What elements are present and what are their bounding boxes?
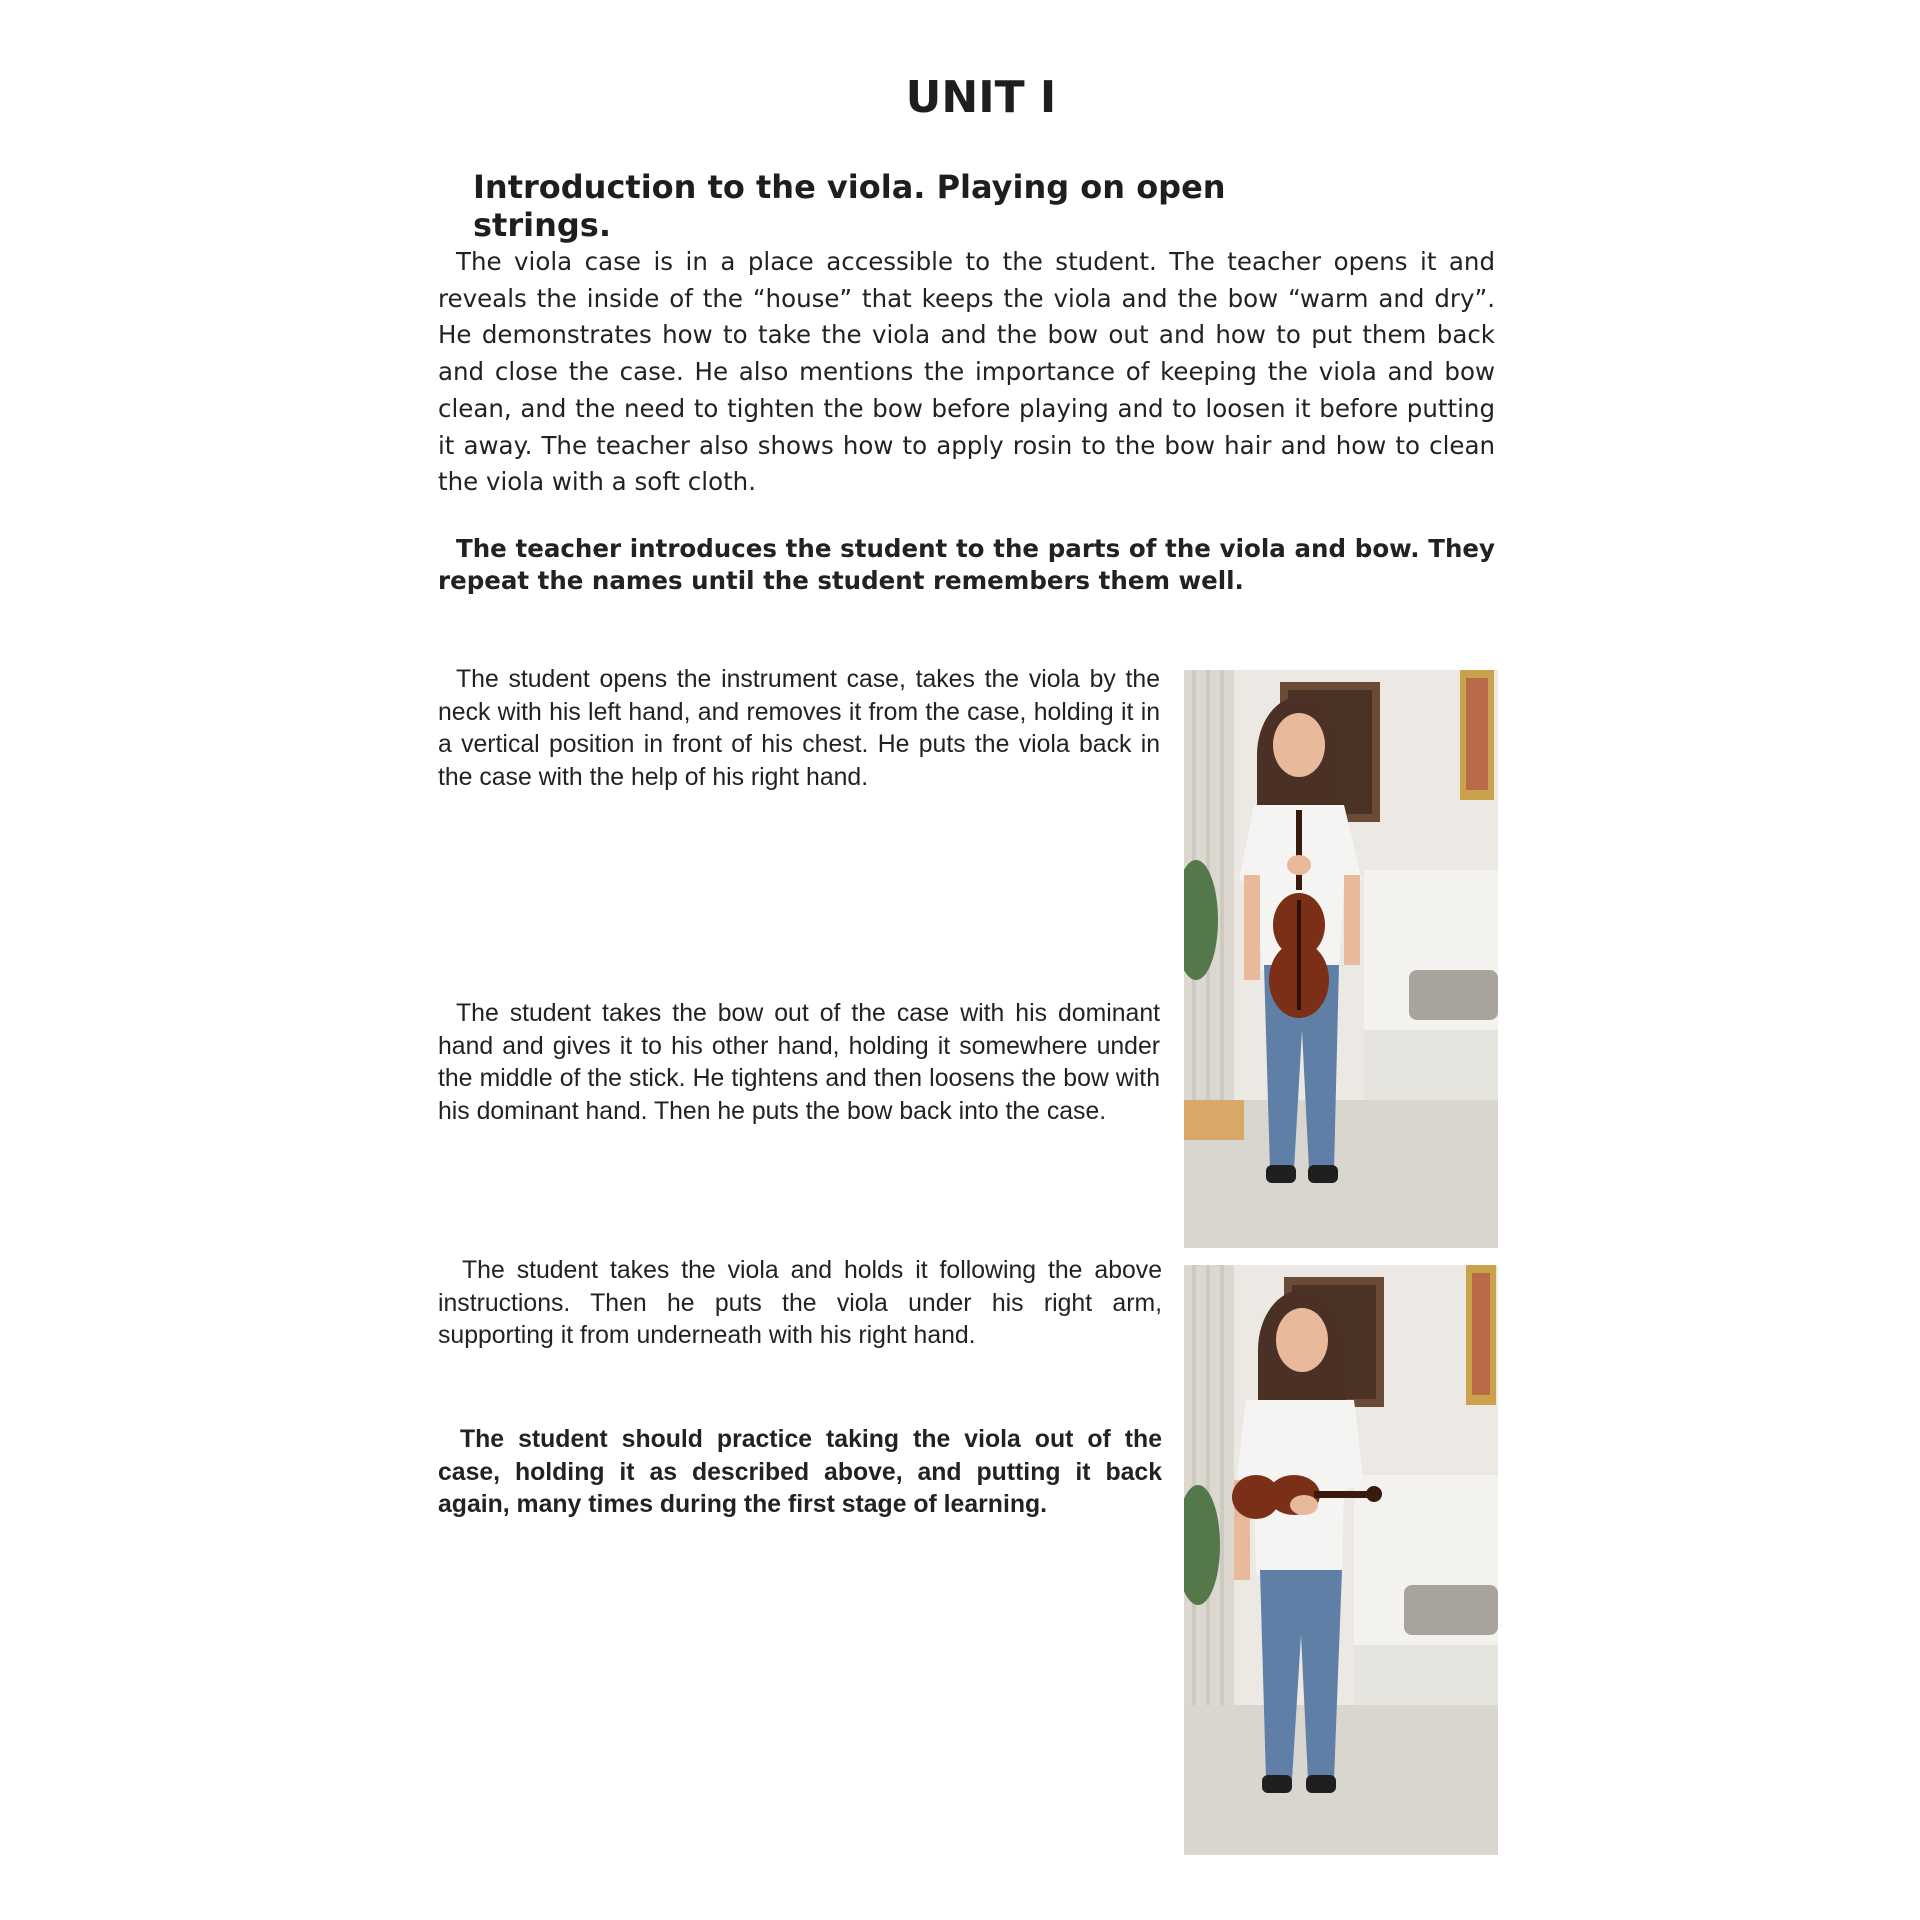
practice-note-paragraph: The student should practice taking the viola out of the case, holding it as described above, and putting it back again, many times during the first stage of learning. [438, 1426, 1162, 1518]
unit-title: UNIT I [905, 72, 1057, 123]
photo-illustration-1 [1184, 670, 1498, 1248]
open-case-paragraph: The student opens the instrument case, takes the viola by the neck with his left hand, and removes it from the case, holding it in a vertical position in front of his chest. He puts the viola back in the case with the help of his right hand. [438, 666, 1160, 791]
parts-note-paragraph: The teacher introduces the student to the parts of the viola and bow. They repeat the names until the student remembers them well. [438, 534, 1495, 595]
photo-illustration-2 [1184, 1265, 1498, 1855]
bow-paragraph: The student takes the bow out of the case with his dominant hand and gives it to his other hand, holding it somewhere under the middle of the stick. He tightens and then loosens the bow with his dominant hand. Then he puts the bow back into the case. [438, 1000, 1160, 1125]
photo-holding-viola-vertical [1184, 670, 1498, 1248]
under-arm-paragraph: The student takes the viola and holds it following the above instructions. Then he puts the viola under his right arm, supporting it from underneath with his right hand. [438, 1257, 1162, 1349]
photo-holding-viola-under-arm [1184, 1265, 1498, 1855]
intro-paragraph: The viola case is in a place accessible to the student. The teacher opens it and reveals the inside of the “house” that keeps the viola and the bow “warm and dry”. He demonstrates how to take the viola and the bow out and how to put them back and close the case. He also mentions the importance of keeping the viola and bow clean, and the need to tighten the bow before playing and to loosen it before putting it away. The teacher also shows how to apply rosin to the bow hair and how to clean the viola with a soft cloth. [438, 247, 1495, 497]
section-title: Introduction to the viola. Playing on open strings. [473, 168, 1226, 244]
